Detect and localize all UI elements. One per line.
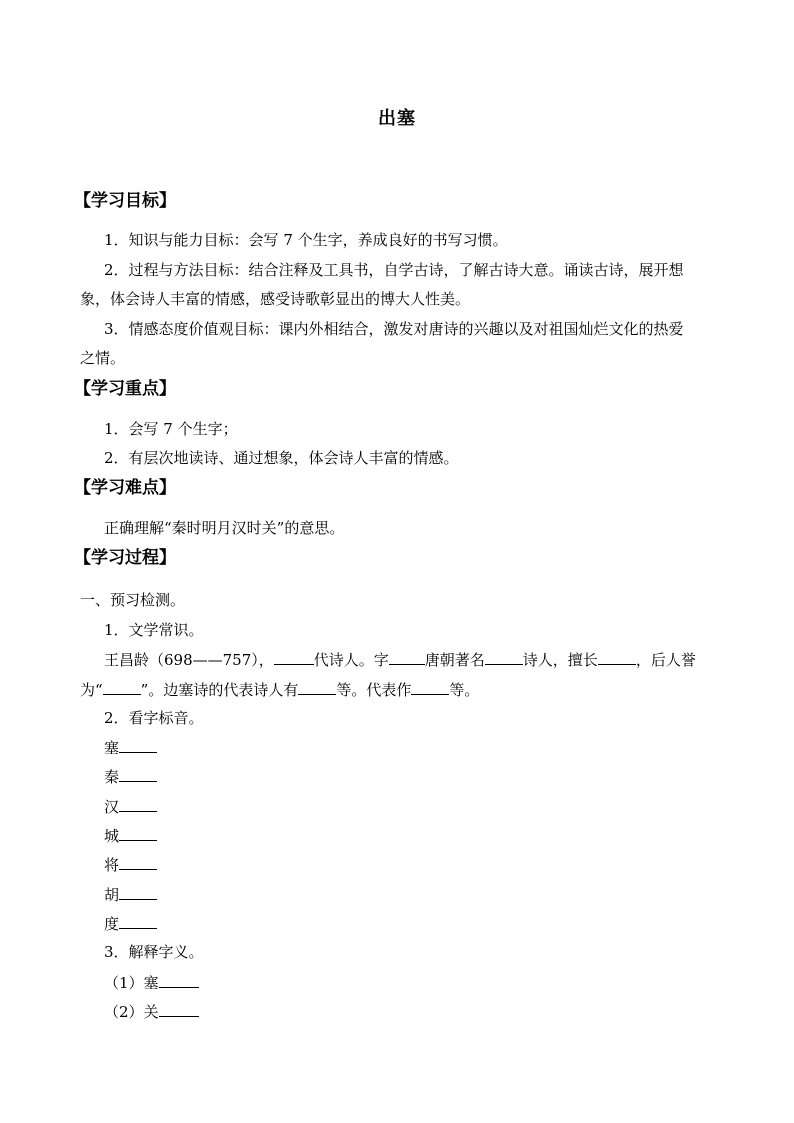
char-label: 汉	[104, 798, 120, 816]
pinyin-blank[interactable]	[119, 736, 157, 753]
pinyin-blank[interactable]	[119, 883, 157, 900]
fill-blank-honorific[interactable]	[103, 678, 141, 695]
page-title: 出塞	[378, 108, 416, 129]
fill-blank-courtesy-name[interactable]	[389, 648, 425, 665]
question-3-title: 3．解释字义。	[104, 943, 204, 961]
goal-item-2-line-1: 2．过程与方法目标：结合注释及工具书，自学古诗，了解古诗大意。诵读古诗，展开想	[104, 261, 684, 279]
definition-blank[interactable]	[159, 971, 199, 988]
question-2-title: 2．看字标音。	[104, 709, 204, 727]
q1-text-b: 代诗人。字	[313, 651, 389, 669]
section-heading-process: 【学习过程】	[74, 548, 176, 568]
fill-blank-dynasty[interactable]	[274, 648, 314, 665]
q1-text-h: 等。代表作	[336, 681, 412, 699]
char-item	[104, 824, 744, 847]
question-1-line-1	[104, 648, 744, 671]
pinyin-blank[interactable]	[119, 853, 157, 870]
pinyin-blank[interactable]	[119, 795, 157, 812]
definition-blank[interactable]	[159, 1000, 199, 1017]
q1-text-g: ”。边塞诗的代表诗人有	[140, 681, 299, 699]
fill-blank-poet-type[interactable]	[485, 648, 523, 665]
definition-label: （1）塞	[104, 974, 159, 992]
char-item	[104, 765, 744, 788]
char-label: 度	[104, 915, 120, 933]
char-item	[104, 883, 744, 906]
char-item	[104, 912, 744, 935]
fill-blank-specialty[interactable]	[598, 648, 636, 665]
char-item	[104, 736, 744, 759]
definition-label: （2）关	[104, 1003, 159, 1021]
char-label: 将	[104, 856, 120, 874]
char-item	[104, 853, 744, 876]
q1-text-e: ，后人誉	[635, 651, 696, 669]
difficulty-text: 正确理解“秦时明月汉时关”的意思。	[104, 519, 345, 537]
pinyin-blank[interactable]	[119, 912, 157, 929]
definition-item	[104, 971, 744, 994]
question-1-title: 1．文学常识。	[104, 621, 204, 639]
fill-blank-representative-works[interactable]	[411, 678, 449, 695]
focus-item-2: 2．有层次地读诗、通过想象，体会诗人丰富的情感。	[104, 449, 459, 467]
goal-item-3-line-1: 3．情感态度价值观目标：课内外相结合，激发对唐诗的兴趣以及对祖国灿烂文化的热爱	[104, 320, 684, 338]
q1-text-a: 王昌龄（698——757），	[104, 651, 274, 669]
section-heading-difficulty: 【学习难点】	[74, 478, 176, 498]
char-label: 秦	[104, 768, 120, 786]
question-1-line-2	[80, 678, 720, 701]
goal-item-1: 1．知识与能力目标：会写 7 个生字，养成良好的书写习惯。	[104, 231, 508, 249]
q1-text-i: 等。	[449, 681, 480, 699]
goal-item-2-line-2: 象，体会诗人丰富的情感，感受诗歌彰显出的博大人性美。	[80, 290, 471, 308]
section-heading-focus: 【学习重点】	[74, 379, 176, 399]
char-item	[104, 795, 744, 818]
pinyin-blank[interactable]	[119, 824, 157, 841]
section-heading-goals: 【学习目标】	[74, 191, 176, 211]
char-label: 城	[104, 827, 120, 845]
char-label: 塞	[104, 739, 120, 757]
process-part-1: 一、预习检测。	[80, 591, 186, 609]
q1-text-f: 为“	[80, 681, 103, 699]
char-label: 胡	[104, 886, 120, 904]
focus-item-1: 1．会写 7 个生字；	[104, 420, 238, 438]
q1-text-c: 唐朝著名	[424, 651, 485, 669]
fill-blank-frontier-poets[interactable]	[298, 678, 336, 695]
q1-text-d: 诗人，擅长	[522, 651, 598, 669]
definition-item	[104, 1000, 744, 1023]
goal-item-3-line-2: 之情。	[80, 349, 126, 367]
pinyin-blank[interactable]	[119, 765, 157, 782]
